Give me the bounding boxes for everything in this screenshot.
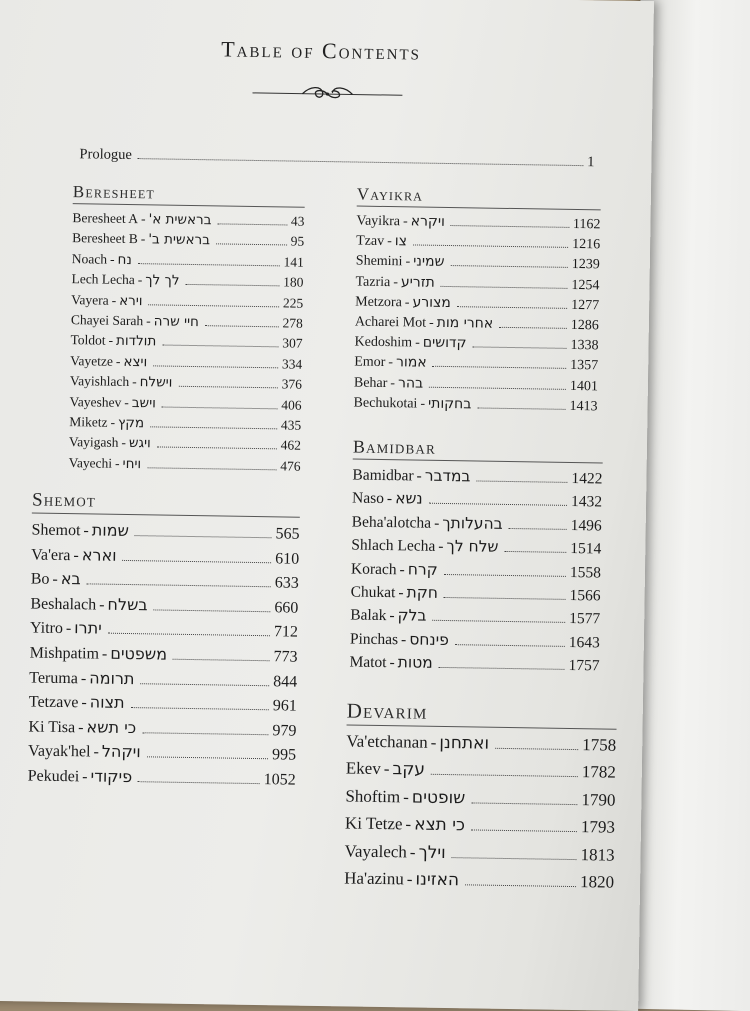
entry-name: Vayigash (68, 434, 119, 451)
entry-page-number: 1401 (569, 378, 599, 394)
entry-separator: - (115, 353, 121, 369)
dot-leader (499, 327, 567, 329)
entry-hebrew-name: שלח לך (446, 537, 499, 556)
section-title: Vayikra (357, 185, 601, 211)
entry-separator: - (121, 435, 127, 451)
dot-leader (509, 528, 567, 530)
entry-name: Beha'alotcha (351, 513, 432, 532)
entry-page-number: 476 (280, 458, 301, 474)
entry-list (27, 519, 299, 794)
entry-hebrew-name: יתרו (74, 618, 102, 638)
entry-name: Naso (351, 489, 385, 508)
prologue-entry[interactable] (79, 146, 594, 171)
entry-name: Balak (350, 606, 387, 625)
dot-leader (455, 644, 565, 647)
entry-name: Lech Lecha (71, 271, 135, 288)
entry-hebrew-name: נח (117, 251, 132, 268)
entry-page-number: 141 (283, 254, 304, 270)
section-shemot (27, 489, 300, 794)
entry-hebrew-name: שמיני (413, 253, 445, 271)
entry-name: Kedoshim (354, 334, 413, 351)
entry-separator: - (99, 596, 105, 614)
entry-separator: - (389, 607, 395, 625)
dot-leader (216, 244, 287, 246)
entry-name: Matot (349, 653, 387, 672)
entry-list (353, 213, 600, 419)
dot-leader (476, 480, 567, 482)
dot-leader (413, 245, 568, 248)
toc-entry[interactable] (344, 841, 614, 873)
entry-hebrew-name: מטות (397, 653, 433, 672)
entry-separator: - (403, 787, 410, 807)
entry-hebrew-name: קרח (407, 559, 438, 579)
entry-separator: - (386, 490, 393, 508)
entry-list (349, 466, 602, 680)
entry-name: Pinchas (349, 630, 399, 648)
entry-separator: - (108, 333, 114, 349)
entry-hebrew-name: בא (60, 569, 81, 589)
entry-separator: - (438, 538, 444, 556)
dot-leader (140, 683, 269, 686)
dot-leader (495, 748, 578, 750)
dot-leader (432, 620, 565, 623)
toc-entry[interactable] (68, 455, 300, 479)
entry-name: Miketz (69, 413, 108, 430)
entry-separator: - (146, 313, 151, 329)
entry-separator: - (398, 584, 404, 602)
entry-separator: - (405, 814, 412, 834)
entry-page-number: 1757 (568, 657, 600, 675)
entry-hebrew-name: וירא (119, 292, 143, 309)
dot-leader (185, 284, 279, 286)
entry-separator: - (137, 272, 143, 288)
entry-separator: - (404, 295, 410, 311)
dot-leader (471, 802, 577, 805)
entry-hebrew-name: וישלח (139, 374, 173, 391)
entry-page-number: 979 (272, 722, 297, 740)
entry-name: Vayak'hel (27, 742, 91, 761)
entry-name: Shoftim (345, 786, 401, 807)
entry-page-number: 1277 (571, 297, 600, 314)
entry-hebrew-name: וארא (81, 544, 117, 565)
entry-hebrew-name: שופטים (411, 787, 466, 809)
entry-name: Vayeshev (69, 393, 122, 410)
entry-hebrew-name: תזריע (400, 273, 435, 291)
entry-name: Mishpatim (29, 644, 100, 663)
toc-entry[interactable] (27, 765, 295, 794)
entry-hebrew-name: במדבר (424, 466, 471, 486)
entry-separator: - (406, 869, 413, 889)
entry-hebrew-name: חקת (406, 583, 439, 602)
dot-leader (450, 265, 567, 268)
entry-hebrew-name: ויגש (128, 435, 151, 452)
entry-name: Acharei Mot (354, 314, 427, 331)
entry-hebrew-name: מצורע (412, 294, 451, 311)
entry-hebrew-name: בלק (397, 606, 427, 626)
prologue-label: Prologue (79, 146, 132, 164)
dot-leader (87, 584, 271, 588)
entry-separator: - (93, 743, 99, 761)
entry-name: Ekev (345, 758, 381, 779)
entry-hebrew-name: מקץ (117, 414, 145, 432)
entry-hebrew-name: ויצא (123, 353, 148, 371)
dot-leader (431, 774, 578, 777)
entry-page-number: 1643 (568, 633, 601, 652)
entry-name: Vayishlach (69, 373, 130, 390)
entry-hebrew-name: נשא (395, 489, 423, 509)
dot-leader (444, 574, 566, 577)
section-bamidbar (349, 437, 603, 680)
entry-separator: - (132, 374, 137, 390)
entry-page-number: 961 (272, 697, 297, 715)
entry-page-number: 1432 (570, 493, 603, 511)
dot-leader (138, 263, 280, 266)
entry-hebrew-name: פינחס (409, 630, 449, 649)
entry-page-number: 462 (280, 437, 302, 454)
entry-page-number: 1514 (570, 540, 602, 558)
entry-page-number: 1566 (569, 586, 601, 605)
entry-hebrew-name: האזינו (415, 869, 460, 891)
entry-hebrew-name: בהעלותך (442, 513, 503, 533)
entry-list (344, 731, 617, 900)
entry-separator: - (430, 732, 437, 752)
entry-page-number: 1239 (571, 257, 600, 273)
entry-separator: - (409, 842, 416, 862)
dot-leader (457, 306, 567, 309)
entry-page-number: 1413 (569, 398, 598, 415)
entry-page-number: 1793 (580, 817, 616, 837)
entry-separator: - (111, 292, 117, 308)
entry-separator: - (140, 231, 146, 247)
entry-separator: - (388, 355, 394, 371)
entry-separator: - (434, 514, 440, 532)
dot-leader (178, 386, 277, 389)
entry-separator: - (83, 522, 89, 540)
entry-page-number: 773 (273, 648, 298, 666)
entry-separator: - (399, 560, 405, 578)
entry-hebrew-name: וילך (418, 842, 446, 863)
entry-page-number: 180 (283, 274, 304, 290)
toc-entry[interactable] (344, 868, 614, 900)
dot-leader (471, 830, 577, 833)
entry-separator: - (81, 694, 87, 712)
entry-hebrew-name: כי תצא (414, 814, 466, 836)
dot-leader (441, 285, 568, 288)
dot-leader (433, 366, 567, 369)
dot-leader (173, 659, 270, 662)
entry-hebrew-name: כי תשא (86, 717, 137, 737)
toc-entry[interactable] (345, 814, 615, 846)
entry-page-number: 376 (281, 376, 303, 392)
entry-hebrew-name: בהר (397, 374, 424, 392)
entry-page-number: 1577 (569, 610, 601, 628)
entry-hebrew-name: בחקותי (427, 395, 472, 413)
entry-name: Noach (71, 250, 108, 267)
entry-name: Shemini (355, 253, 403, 270)
entry-separator: - (73, 546, 79, 564)
entry-page-number: 633 (274, 574, 299, 592)
entry-separator: - (383, 759, 390, 779)
entry-page-number: 406 (281, 396, 302, 413)
entry-page-number: 1286 (570, 317, 599, 334)
entry-separator: - (124, 394, 129, 410)
dot-leader (472, 347, 566, 349)
toc-entry[interactable] (349, 653, 599, 680)
dot-leader (205, 325, 279, 327)
entry-separator: - (428, 315, 434, 331)
entry-hebrew-name: ויחי (122, 455, 142, 472)
dot-leader (130, 707, 268, 710)
entry-page-number: 610 (275, 549, 300, 568)
entry-hebrew-name: תרומה (89, 667, 135, 688)
entry-name: Vayalech (344, 841, 408, 861)
entry-page-number: 565 (275, 525, 300, 543)
entry-hebrew-name: בראשית ב' (148, 231, 211, 249)
entry-hebrew-name: בשלח (107, 594, 148, 615)
entry-hebrew-name: חיי שרה (153, 313, 200, 331)
entry-separator: - (415, 335, 420, 351)
page-title: Table of Contents (221, 36, 422, 65)
entry-separator: - (389, 654, 395, 672)
entry-separator: - (65, 620, 72, 638)
entry-page-number: 1813 (580, 844, 615, 865)
entry-page-number: 435 (280, 417, 302, 433)
entry-list (68, 210, 304, 479)
entry-page-number: 1558 (569, 563, 602, 581)
entry-separator: - (402, 214, 408, 230)
entry-hebrew-name: אחרי מות (436, 314, 494, 332)
entry-hebrew-name: בראשית א' (148, 211, 212, 229)
entry-name: Shlach Lecha (351, 536, 436, 556)
entry-separator: - (101, 645, 108, 663)
entry-separator: - (78, 718, 84, 737)
dot-leader (162, 406, 277, 409)
dot-leader (147, 467, 276, 470)
dot-leader (162, 345, 278, 348)
entry-hebrew-name: פיקודי (90, 766, 133, 787)
dot-leader (150, 426, 277, 429)
entry-name: Tetzave (28, 693, 79, 712)
entry-page-number: 43 (290, 213, 305, 229)
dot-leader (439, 667, 565, 670)
entry-separator: - (390, 375, 396, 391)
toc-entry[interactable] (353, 394, 597, 418)
entry-hebrew-name: שמות (91, 520, 130, 541)
entry-separator: - (80, 669, 87, 687)
dot-leader (147, 757, 268, 760)
entry-page-number: 995 (271, 746, 297, 765)
entry-page-number: 225 (282, 294, 304, 311)
entry-page-number: 307 (282, 335, 303, 352)
entry-page-number: 334 (281, 356, 303, 372)
entry-name: Behar (353, 375, 388, 391)
entry-hebrew-name: אמור (395, 354, 427, 371)
entry-name: Toldot (70, 332, 106, 348)
entry-page-number: 1254 (571, 277, 600, 293)
entry-page-number: 1357 (570, 358, 599, 374)
entry-page-number: 1338 (570, 338, 599, 354)
entry-page-number: 1790 (581, 789, 616, 810)
entry-hebrew-name: קדושים (422, 334, 467, 352)
entry-name: Teruma (29, 669, 79, 687)
dot-leader (452, 857, 577, 860)
entry-page-number: 1820 (579, 872, 615, 892)
entry-page-number: 95 (290, 233, 305, 250)
entry-name: Bamidbar (352, 466, 414, 485)
dot-leader (153, 365, 278, 368)
dot-leader (135, 535, 272, 538)
entry-separator: - (52, 571, 58, 589)
entry-separator: - (387, 234, 392, 250)
entry-separator: - (400, 631, 407, 649)
section-devarim (344, 698, 617, 900)
entry-hebrew-name: לך לך (145, 272, 180, 289)
dot-leader (465, 884, 576, 887)
entry-name: Ki Tisa (28, 718, 76, 736)
entry-page-number: 1216 (572, 237, 601, 253)
entry-name: Vayetze (70, 352, 114, 369)
section-vayikra (353, 185, 601, 419)
toc-entry[interactable] (346, 759, 616, 791)
dot-leader (217, 223, 286, 225)
entry-name: Vayikra (356, 213, 401, 230)
entry-separator: - (82, 768, 88, 786)
dot-leader (138, 158, 583, 166)
dot-leader (157, 447, 277, 450)
dot-leader (154, 609, 271, 612)
entry-name: Bechukotai (353, 395, 418, 412)
entry-name: Chayei Sarah (70, 312, 144, 329)
entry-separator: - (405, 254, 411, 270)
entry-name: Emor (354, 354, 386, 371)
section-beresheet (68, 182, 305, 479)
section-title: Shemot (32, 489, 300, 517)
entry-hebrew-name: צו (394, 233, 408, 250)
entry-name: Va'era (31, 546, 71, 564)
entry-name: Yitro (29, 619, 64, 638)
section-title: Bamidbar (353, 437, 603, 464)
entry-page-number: 278 (282, 315, 303, 331)
prologue-page: 1 (587, 154, 595, 171)
dot-leader (477, 407, 565, 409)
entry-separator: - (420, 396, 426, 412)
entry-hebrew-name: ויקרא (410, 213, 445, 230)
entry-name: Bo (30, 570, 50, 588)
entry-hebrew-name: משפטים (110, 643, 168, 664)
entry-name: Ki Tetze (344, 813, 403, 834)
entry-name: Metzora (355, 294, 402, 311)
entry-page-number: 660 (274, 599, 299, 617)
entry-hebrew-name: וישב (131, 394, 157, 411)
entry-separator: - (416, 467, 422, 485)
entry-name: Tazria (355, 274, 391, 290)
section-title: Devarim (347, 698, 617, 729)
ornament-divider-icon (252, 81, 402, 105)
entry-name: Pekudei (27, 767, 80, 786)
entry-name: Korach (350, 560, 397, 578)
entry-page-number: 1162 (572, 216, 601, 233)
dot-leader (444, 597, 566, 600)
toc-entry[interactable] (346, 731, 616, 763)
entry-name: Tzav (356, 233, 385, 250)
dot-leader (108, 633, 270, 637)
entry-page-number: 844 (273, 672, 298, 691)
dot-leader (429, 386, 566, 389)
entry-separator: - (115, 455, 120, 471)
entry-page-number: 1496 (570, 516, 602, 535)
entry-hebrew-name: ואתחנן (439, 732, 490, 754)
dot-leader (142, 732, 268, 735)
entry-hebrew-name: תולדות (115, 333, 157, 350)
entry-page-number: 1052 (263, 771, 296, 789)
entry-name: Vayera (71, 291, 109, 308)
toc-entry[interactable] (345, 786, 615, 818)
entry-name: Shemot (31, 521, 81, 540)
entry-hebrew-name: עקב (392, 759, 426, 781)
entry-page-number: 1758 (582, 735, 617, 755)
entry-page-number: 712 (273, 623, 299, 642)
entry-name: Va'etchanan (346, 731, 428, 752)
entry-name: Beresheet A (72, 210, 139, 227)
dot-leader (429, 503, 567, 506)
entry-name: Beshalach (30, 595, 97, 614)
entry-page-number: 1782 (581, 762, 616, 783)
entry-separator: - (109, 251, 115, 267)
entry-name: Ha'azinu (344, 868, 404, 889)
dot-leader (451, 225, 569, 228)
dot-leader (504, 551, 566, 553)
dot-leader (123, 560, 272, 563)
entry-hebrew-name: תצוה (89, 692, 125, 713)
entry-name: Vayechi (68, 454, 113, 471)
entry-separator: - (110, 414, 116, 430)
section-title: Beresheet (73, 182, 305, 208)
entry-page-number: 1422 (571, 469, 603, 488)
dot-leader (138, 781, 260, 784)
entry-hebrew-name: ויקהל (101, 741, 141, 762)
entry-separator: - (140, 211, 146, 227)
entry-name: Chukat (350, 583, 396, 602)
entry-separator: - (393, 274, 399, 290)
dot-leader (148, 304, 278, 307)
entry-name: Beresheet B (72, 230, 138, 247)
